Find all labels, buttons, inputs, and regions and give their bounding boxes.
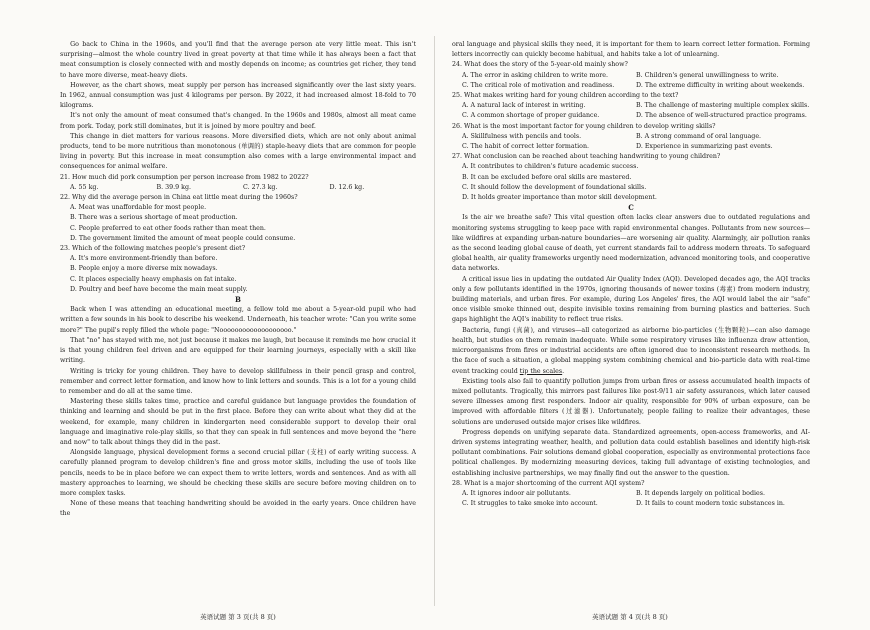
passage-c-paragraph [452, 326, 810, 377]
question-24 [452, 60, 810, 91]
option-b: B. 39.9 kg. [156, 183, 192, 191]
section-c-heading: C [628, 203, 634, 213]
option-b: B. It can be excluded before oral skills are mastered. [462, 173, 632, 181]
passage-a-paragraph: This change in diet matters for various reasons. More diversified diets, which are not only about animal products, tend to be more nutritious than monotonous (单调的) staple-heavy diets that are common for people living in poverty. But this increase in meat consumption also comes with a large environmental impact and consequences for animal welfare. [60, 132, 416, 171]
option-a: A. Meat was unaffordable for most people. [70, 204, 207, 212]
options [60, 203, 416, 244]
option-c: C. It places especially heavy emphasis on fat intake. [70, 275, 237, 283]
option-b: B. It depends largely on political bodies. [636, 489, 765, 497]
question-stem: 26. What is the most important factor for young children to develop writing skills? [452, 122, 716, 130]
section-b-heading: B [235, 295, 241, 305]
option-b: B. People enjoy a more diverse mix nowadays. [70, 265, 218, 273]
passage-b-paragraph: Alongside language, physical development forms a second crucial pillar (支柱) of early writing success. A carefully planned program to develop children's fine and gross motor skills, including the use of tools like pencils, needs to be in place before we can expect them to write letters, words and sentences. And as with all mastery approaches to learning, we should be checking these skills are secure before moving children on to more complex tasks. [60, 449, 416, 497]
option-b: B. There was a serious shortage of meat production. [70, 214, 238, 222]
option-d: D. The government limited the amount of meat people could consume. [70, 234, 296, 242]
option-c: C. The critical role of motivation and readiness. [462, 81, 615, 89]
option-b: B. Children's general unwillingness to write. [636, 71, 779, 79]
options [60, 183, 416, 193]
question-stem: 24. What does the story of the 5-year-old mainly show? [452, 61, 628, 69]
passage-b-paragraph: That "no" has stayed with me, not just because it makes me laugh, but because it reminds me how crucial it is that young children feel driven and are equipped for their learning journeys, especially with a skill like writing. [60, 336, 416, 365]
options [452, 489, 810, 509]
passage-b-paragraph: None of these means that teaching handwriting should be avoided in the early years. Once children have the [60, 500, 416, 518]
options [452, 132, 810, 152]
paragraph-text: Bacteria, fungi (真菌), and viruses—all categorized as airborne bio-particles (生物颗粒)—can also damage health, but studies on them remain inadequate. While some respiratory viruses like influenza draw attention, microorganisms from fires or industrial accidents are often ignored due to inconsistent research methods. In the face of such a situation, a global mapping system combining chemical and bio-particle data with real-time event tracking could [452, 326, 810, 375]
option-a: A. It contributes to children's future academic success. [462, 163, 639, 171]
column-divider [434, 36, 435, 606]
option-a: A. Skillfulness with pencils and tools. [462, 132, 582, 140]
question-stem: 25. What makes writing hard for young children according to the text? [452, 92, 679, 100]
option-d: D. Experience in summarizing past events. [636, 143, 773, 151]
options [60, 254, 416, 295]
left-column [60, 40, 416, 612]
question-26 [452, 122, 810, 153]
question-28 [452, 479, 810, 510]
option-a: A. 55 kg. [70, 183, 99, 191]
question-25 [452, 91, 810, 122]
paragraph-end: . [562, 367, 565, 375]
option-d: D. The absence of well-structured practice programs. [636, 112, 807, 120]
passage-a-paragraph: However, as the chart shows, meat supply per person has increased significantly over the last sixty years. In 1962, annual consumption was just 4 kilograms per person. By 2022, it had increased almost 18-fold to 70 kilograms. [60, 81, 416, 110]
question-stem: 23. Which of the following matches people's present diet? [60, 245, 246, 253]
question-stem: 21. How much did pork consumption per person increase from 1982 to 2022? [60, 173, 309, 181]
passage-a-paragraph: It's not only the amount of meat consumed that's changed. In the 1960s and 1980s, almost all meat came from pork. Today, pork still dominates, but it is joined by more poultry and beef. [60, 112, 416, 130]
option-d: D. The extreme difficulty in writing about weekends. [636, 81, 805, 89]
options [452, 101, 810, 121]
option-a: A. The error in asking children to write more. [462, 71, 608, 79]
page-footer-right: 英语试题 第 4 页(共 8 页) [592, 613, 668, 621]
passage-c-paragraph: Existing tools also fail to quantify pollution jumps from urban fires or assess accumulated health impacts of mixed pollutants. Tragically, this mirrors past failures like post-9/11 air safety assurances, which later caused severe illnesses among first responders. Indoor air quality, responsible for 90% of urban exposure, can be improved with affordable filters (过滤器). Unfortunately, people failing to realize their advantages, these solutions are underused outside major crises like wildfires. [452, 377, 810, 426]
passage-c-paragraph: Progress depends on unifying separate data. Standardized agreements, open-access frameworks, and AI-driven systems integrating weather, health, and pollution data could establish baselines and identify high-risk pollutant combinations. Fair solutions demand global cooperation, especially as environmental protections face political challenges. By modernizing measuring devices, taking full advantage of existing technologies, and establishing inclusive partnerships, we may finally find out the answer to the question. [452, 428, 810, 477]
option-b: B. A strong command of oral language. [636, 132, 762, 140]
passage-b-continuation: oral language and physical skills they need, it is important for them to learn correct letter formation. Forming letters incorrectly can quickly become habitual, and habits take a lot of unlearning. [452, 41, 810, 59]
option-d: D. It fails to count modern toxic substances in. [636, 500, 785, 508]
option-c: C. The habit of correct letter formation. [462, 143, 590, 151]
option-d: D. Poultry and beef have become the main meat supply. [70, 285, 248, 293]
question-23 [60, 244, 416, 295]
underlined-phrase: tip the scales [519, 367, 563, 375]
passage-a-paragraph: Go back to China in the 1960s, and you'll find that the average person ate very little meat. This isn't surprising—almost the whole country lived in great poverty at that time while it has always been a fact that meat consumption is closely connected with and mostly depends on income; as countries get richer, they tend to have more diverse, meat-heavy diets. [60, 41, 416, 79]
passage-c-paragraph: A critical issue lies in updating the outdated Air Quality Index (AQI). Developed decades ago, the AQI tracks only a few pollutants identified in the 1970s, ignoring thousands of newer toxins (毒素) from modern industry, building materials, and urban fires. For example, during Los Angeles' fires, the AQI would label the air "safe" once visible smoke thinned out, despite invisible toxins remaining from burning plastics and batteries. Such gaps highlight the AQI's inability to reflect true risks. [452, 275, 810, 324]
option-d: D. 12.6 kg. [329, 183, 365, 191]
question-stem: 28. What is a major shortcoming of the current AQI system? [452, 479, 645, 487]
option-c: C. It struggles to take smoke into account. [462, 500, 598, 508]
option-c: C. It should follow the development of foundational skills. [462, 183, 647, 191]
options [452, 71, 810, 91]
option-a: A. It's more environment-friendly than before. [70, 255, 218, 263]
option-d: D. It holds greater importance than motor skill development. [462, 194, 657, 202]
option-c: C. 27.3 kg. [243, 183, 278, 191]
passage-b-paragraph: Mastering these skills takes time, practice and careful guidance but language provides the foundation of thinking and learning and should be put in the first place. Before they can write about what they did at the weekend, for example, many children in kindergarten need considerable support to develop their oral language and imaginative role-play skills, so that they can speak in full sentences and move beyond the "here and now" to talk about things they did in the past. [60, 398, 416, 446]
question-stem: 27. What conclusion can be reached about teaching handwriting to young children? [452, 153, 721, 161]
question-27 [452, 152, 810, 203]
passage-b-paragraph: Back when I was attending an educational meeting, a fellow told me about a 5-year-old pupil who had written a few sounds in his book to describe his weekend. Underneath, his teacher wrote: "Can you write some more?" The pupil's reply filled the whole page: "Nooooooooooooooooooo." [60, 306, 416, 334]
right-column [452, 40, 810, 612]
option-b: B. The challenge of mastering multiple complex skills. [636, 102, 810, 110]
question-22 [60, 193, 416, 244]
option-a: A. It ignores indoor air pollutants. [462, 489, 571, 497]
passage-b-paragraph: Writing is tricky for young children. They have to develop skillfulness in their pencil grasp and control, remember and correct letter formation, and know how to link letters and sounds. This is a lot for a young child to remember and do all at the same time. [60, 367, 416, 395]
page-footer-left: 英语试题 第 3 页(共 8 页) [200, 613, 276, 621]
passage-c-paragraph: Is the air we breathe safe? This vital question often lacks clear answers due to outdated regulations and monitoring systems struggling to keep pace with rapid environmental changes. Pollutants from new sources—like wildfires at expanding urban-nature boundaries—are worsening air quality. Alarmingly, air pollution ranks as the second leading global cause of death, yet current standards fail to address modern threats. To safeguard global health, air quality frameworks urgently need modernization, advanced monitoring tools, and cooperative data networks. [452, 214, 810, 273]
question-21 [60, 173, 416, 193]
option-a: A. A natural lack of interest in writing. [462, 102, 586, 110]
option-c: C. A common shortage of proper guidance. [462, 112, 600, 120]
option-c: C. People preferred to eat other foods rather than meat then. [70, 224, 266, 232]
options [452, 162, 810, 203]
question-stem: 22. Why did the average person in China eat little meat during the 1960s? [60, 194, 298, 202]
